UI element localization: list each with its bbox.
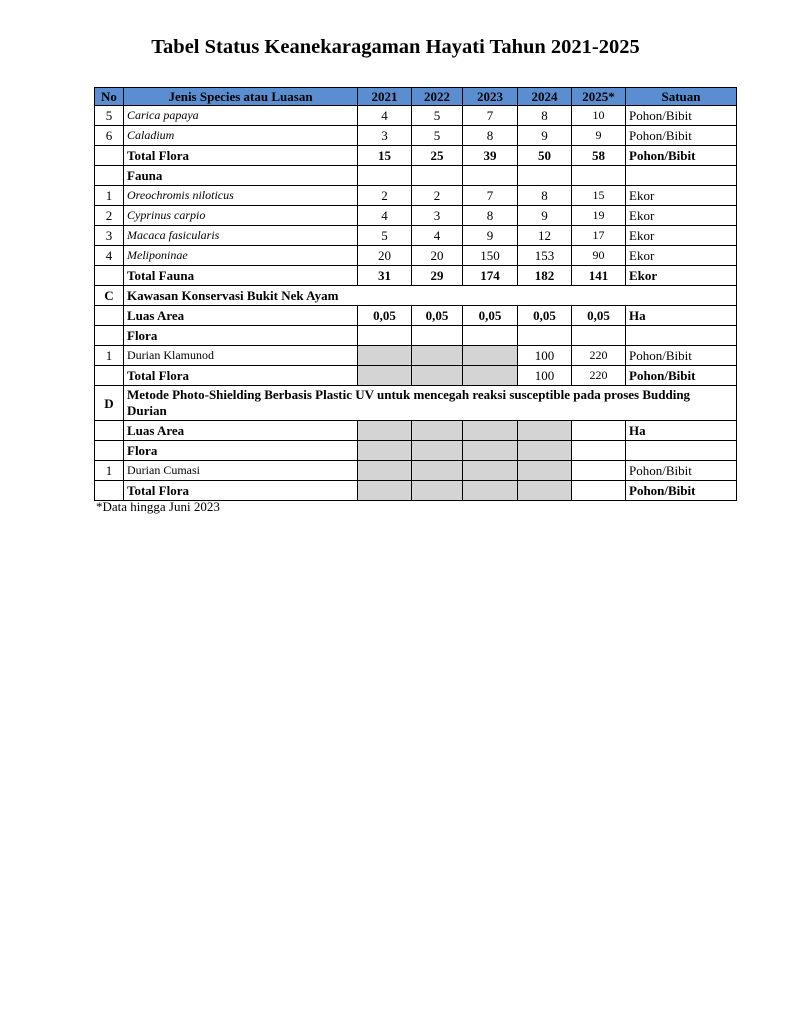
total-label: Total Flora — [124, 146, 358, 166]
unit-cell: Pohon/Bibit — [626, 106, 737, 126]
species-name: Cyprinus carpio — [124, 206, 358, 226]
header-jenis: Jenis Species atau Luasan — [124, 88, 358, 106]
unit-cell: Ha — [626, 421, 737, 441]
value-cell: 90 — [572, 246, 626, 266]
total-row — [95, 266, 737, 286]
value-cell: 0,05 — [518, 306, 572, 326]
header-year: 2023 — [463, 88, 518, 106]
unit-cell: Ekor — [626, 266, 737, 286]
group-row — [95, 386, 737, 421]
section-label: Fauna — [124, 166, 358, 186]
unit-cell: Ekor — [626, 246, 737, 266]
unit-cell: Pohon/Bibit — [626, 366, 737, 386]
value-cell: 9 — [518, 206, 572, 226]
value-cell: 2 — [412, 186, 463, 206]
total-label: Total Fauna — [124, 266, 358, 286]
row-no: 3 — [95, 226, 124, 246]
table-row — [95, 246, 737, 266]
value-cell: 5 — [412, 126, 463, 146]
unit-cell: Pohon/Bibit — [626, 461, 737, 481]
value-cell: 174 — [463, 266, 518, 286]
value-cell: 31 — [358, 266, 412, 286]
row-no: 2 — [95, 206, 124, 226]
value-cell: 15 — [358, 146, 412, 166]
value-cell: 0,05 — [358, 306, 412, 326]
value-cell: 8 — [518, 106, 572, 126]
value-cell: 29 — [412, 266, 463, 286]
row-no: 4 — [95, 246, 124, 266]
value-cell: 5 — [358, 226, 412, 246]
row-no: 1 — [95, 186, 124, 206]
species-name: Meliponinae — [124, 246, 358, 266]
species-name: Macaca fasicularis — [124, 226, 358, 246]
value-cell: 58 — [572, 146, 626, 166]
value-cell: 9 — [572, 126, 626, 146]
total-row — [95, 146, 737, 166]
value-cell: 153 — [518, 246, 572, 266]
table-header — [95, 88, 737, 106]
table-row — [95, 346, 737, 366]
page-title: Tabel Status Keanekaragaman Hayati Tahun 2021-2025 — [151, 36, 640, 58]
value-cell: 19 — [572, 206, 626, 226]
value-cell: 20 — [358, 246, 412, 266]
value-cell: 8 — [463, 206, 518, 226]
value-cell: 39 — [463, 146, 518, 166]
footnote: *Data hingga Juni 2023 — [96, 499, 220, 514]
table-row — [95, 206, 737, 226]
header-year: 2024 — [518, 88, 572, 106]
unit-cell: Ha — [626, 306, 737, 326]
row-no: 5 — [95, 106, 124, 126]
value-cell: 0,05 — [463, 306, 518, 326]
value-cell: 9 — [463, 226, 518, 246]
group-row — [95, 286, 737, 306]
group-letter: D — [95, 386, 124, 421]
total-label: Total Flora — [124, 481, 358, 501]
header-year: 2025* — [572, 88, 626, 106]
header-satuan: Satuan — [626, 88, 737, 106]
value-cell: 100 — [518, 346, 572, 366]
area-row — [95, 421, 737, 441]
value-cell: 17 — [572, 226, 626, 246]
row-no: 6 — [95, 126, 124, 146]
table-row — [95, 126, 737, 146]
section-row — [95, 166, 737, 186]
total-row — [95, 366, 737, 386]
value-cell: 7 — [463, 106, 518, 126]
value-cell: 0,05 — [412, 306, 463, 326]
section-label: Flora — [124, 441, 358, 461]
area-label: Luas Area — [124, 306, 358, 326]
table-row — [95, 226, 737, 246]
value-cell: 12 — [518, 226, 572, 246]
biodiversity-table — [94, 87, 737, 501]
value-cell: 15 — [572, 186, 626, 206]
area-label: Luas Area — [124, 421, 358, 441]
total-row — [95, 481, 737, 501]
table-row — [95, 106, 737, 126]
section-label: Flora — [124, 326, 358, 346]
table-row — [95, 461, 737, 481]
section-row — [95, 326, 737, 346]
value-cell: 3 — [412, 206, 463, 226]
value-cell: 25 — [412, 146, 463, 166]
unit-cell: Ekor — [626, 206, 737, 226]
value-cell: 5 — [412, 106, 463, 126]
row-no: 1 — [95, 461, 124, 481]
value-cell: 4 — [358, 206, 412, 226]
unit-cell: Ekor — [626, 226, 737, 246]
unit-cell: Pohon/Bibit — [626, 481, 737, 501]
value-cell: 7 — [463, 186, 518, 206]
value-cell: 182 — [518, 266, 572, 286]
value-cell: 150 — [463, 246, 518, 266]
value-cell: 0,05 — [572, 306, 626, 326]
value-cell: 9 — [518, 126, 572, 146]
value-cell: 8 — [463, 126, 518, 146]
total-label: Total Flora — [124, 366, 358, 386]
row-no: 1 — [95, 346, 124, 366]
value-cell: 100 — [518, 366, 572, 386]
value-cell: 141 — [572, 266, 626, 286]
area-row — [95, 306, 737, 326]
value-cell: 3 — [358, 126, 412, 146]
group-letter: C — [95, 286, 124, 306]
unit-cell: Pohon/Bibit — [626, 146, 737, 166]
species-name: Caladium — [124, 126, 358, 146]
section-row — [95, 441, 737, 461]
table-row — [95, 186, 737, 206]
species-name: Durian Cumasi — [124, 461, 358, 481]
value-cell: 220 — [572, 346, 626, 366]
value-cell: 20 — [412, 246, 463, 266]
value-cell: 50 — [518, 146, 572, 166]
value-cell: 8 — [518, 186, 572, 206]
species-name: Oreochromis niloticus — [124, 186, 358, 206]
unit-cell: Pohon/Bibit — [626, 126, 737, 146]
unit-cell: Pohon/Bibit — [626, 346, 737, 366]
value-cell: 2 — [358, 186, 412, 206]
unit-cell: Ekor — [626, 186, 737, 206]
value-cell: 10 — [572, 106, 626, 126]
group-title: Kawasan Konservasi Bukit Nek Ayam — [124, 286, 737, 306]
value-cell: 220 — [572, 366, 626, 386]
header-no: No — [95, 88, 124, 106]
header-year: 2021 — [358, 88, 412, 106]
value-cell: 4 — [358, 106, 412, 126]
species-name: Carica papaya — [124, 106, 358, 126]
value-cell: 4 — [412, 226, 463, 246]
header-year: 2022 — [412, 88, 463, 106]
group-title: Metode Photo-Shielding Berbasis Plastic UV untuk mencegah reaksi susceptible pada proses Budding Durian — [124, 386, 737, 421]
species-name: Durian Klamunod — [124, 346, 358, 366]
